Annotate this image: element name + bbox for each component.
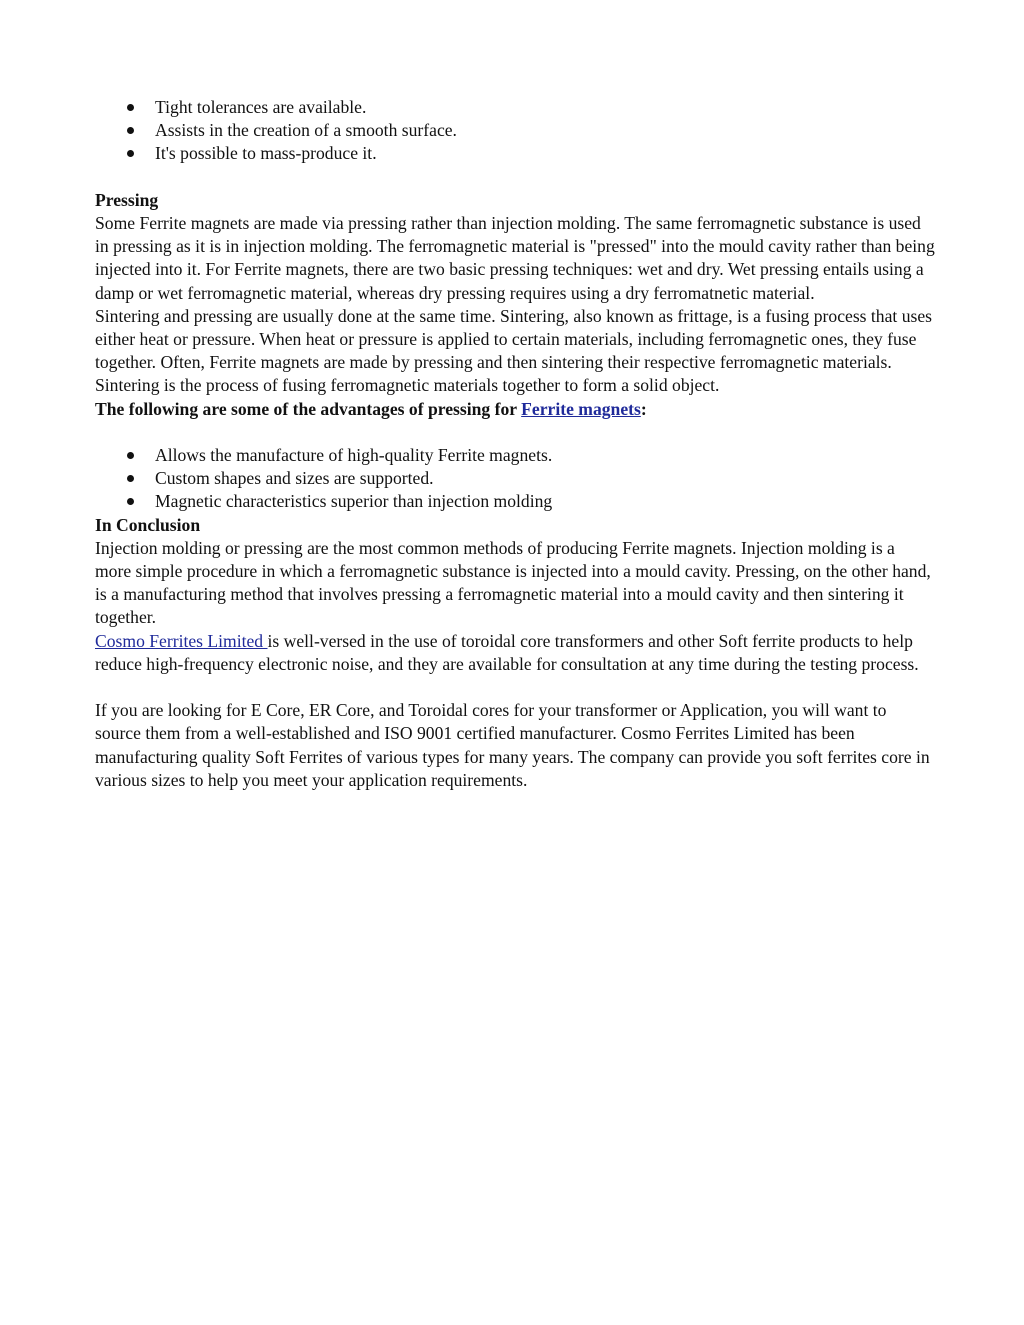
conclusion-paragraph: Injection molding or pressing are the most common methods of producing Ferrite magnets. Injection molding is a more simple procedure in which a ferromagnetic substance is injected into a mould cavity. Pressing, on the other hand, is a manufacturing method that involves pressing a ferromagnetic material into a mould cavity and then sintering it together. bbox=[95, 537, 931, 628]
list-item: Assists in the creation of a smooth surface. bbox=[95, 119, 935, 142]
advantages-bullet-list bbox=[95, 444, 935, 514]
closing-paragraph: If you are looking for E Core, ER Core, and Toroidal cores for your transformer or Application, you will want to source them from a well-established and ISO 9001 certified manufacturer. Cosmo Ferrites Limited has been manufacturing quality Soft Ferrites of various types for many years. The company can provide you soft ferrites core in various sizes to help you meet your application requirements. bbox=[95, 700, 930, 790]
cosmo-ferrites-link[interactable]: Cosmo Ferrites Limited bbox=[95, 630, 268, 651]
advantages-heading bbox=[95, 398, 935, 421]
list-item: Magnetic characteristics superior than injection molding bbox=[95, 490, 935, 513]
document-page bbox=[95, 96, 935, 792]
advantages-heading-colon: : bbox=[640, 398, 647, 419]
spacer bbox=[95, 676, 935, 699]
list-item: It's possible to mass-produce it. bbox=[95, 142, 935, 165]
sintering-paragraph: Sintering and pressing are usually done at the same time. Sintering, also known as frittage, is a fusing process that uses either heat or pressure. When heat or pressure is applied to certain materials, including ferromagnetic ones, they fuse together. Often, Ferrite magnets are made by pressing and then sintering their respective ferromagnetic materials. Sintering is the process of fusing ferromagnetic materials together to form a solid object. bbox=[95, 305, 932, 396]
section-heading-pressing: Pressing bbox=[95, 189, 159, 210]
pressing-paragraph: Some Ferrite magnets are made via pressing rather than injection molding. The same ferromagnetic substance is used in pressing as it is in injection molding. The ferromagnetic material is "pressed" into the mould cavity rather than being injected into it. For Ferrite magnets, there are two basic pressing techniques: wet and dry. Wet pressing entails using a damp or wet ferromagnetic material, whereas dry pressing requires using a dry ferromatnetic material. bbox=[95, 213, 935, 303]
ferrite-magnets-link[interactable]: Ferrite magnets bbox=[521, 398, 641, 419]
list-item: Allows the manufacture of high-quality Ferrite magnets. bbox=[95, 444, 935, 467]
list-item: Custom shapes and sizes are supported. bbox=[95, 467, 935, 490]
spacer bbox=[95, 421, 935, 444]
section-heading-conclusion: In Conclusion bbox=[95, 514, 201, 535]
company-paragraph bbox=[95, 630, 935, 676]
advantages-heading-text: The following are some of the advantages of pressing for bbox=[95, 398, 522, 419]
company-paragraph-text: is well-versed in the use of toroidal core transformers and other Soft ferrite products to help reduce high-frequency electronic noise, and they are available for consultation at any time during the testing process. bbox=[95, 630, 919, 674]
list-item: Tight tolerances are available. bbox=[95, 96, 935, 119]
intro-bullet-list bbox=[95, 96, 935, 166]
spacer bbox=[95, 166, 935, 189]
